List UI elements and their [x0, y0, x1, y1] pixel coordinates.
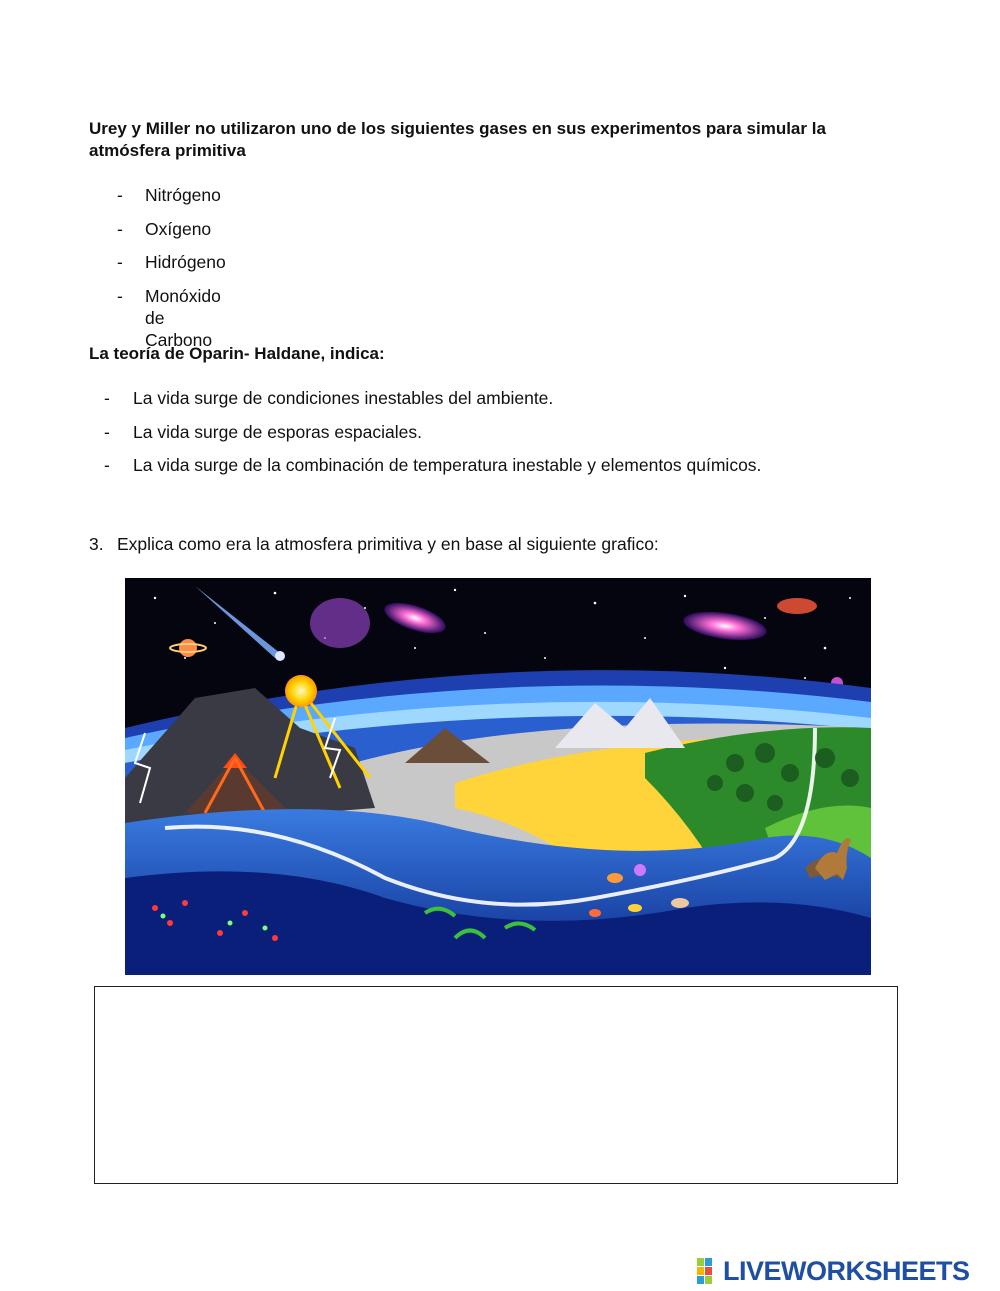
question-3: [89, 533, 659, 555]
brand-name: LIVEWORKSHEETS: [723, 1256, 970, 1286]
option-label: La vida surge de esporas espaciales.: [133, 421, 422, 442]
question-1-title: Urey y Miller no utilizaron uno de los siguientes gases en sus experimentos para simular la atmósfera primitiva: [89, 119, 826, 160]
liveworksheets-logo: [697, 1256, 997, 1286]
question-3-number: 3.: [89, 534, 104, 554]
list-dash: -: [104, 455, 110, 476]
option-label: Monóxido de Carbono: [145, 285, 221, 350]
list-dash: -: [117, 285, 123, 306]
answer-textbox[interactable]: [94, 986, 898, 1184]
list-dash: -: [104, 421, 110, 442]
list-dash: -: [117, 252, 123, 273]
option-label: Nitrógeno: [145, 185, 221, 205]
question-3-text: Explica como era la atmosfera primitiva y en base al siguiente grafico:: [117, 534, 659, 554]
option-label: La vida surge de condiciones inestables del ambiente.: [133, 388, 554, 408]
list-dash: -: [117, 185, 123, 205]
liveworksheets-mark-icon: [697, 1258, 723, 1284]
question-2-title: La teoría de Oparin- Haldane, indica:: [89, 344, 385, 363]
option-label: Oxígeno: [145, 218, 212, 239]
list-dash: -: [104, 388, 110, 408]
option-label: La vida surge de la combinación de temperatura inestable y elementos químicos.: [133, 455, 762, 476]
primitive-earth-illustration: [125, 578, 871, 975]
option-label: Hidrógeno: [145, 252, 226, 273]
list-dash: -: [117, 218, 123, 239]
